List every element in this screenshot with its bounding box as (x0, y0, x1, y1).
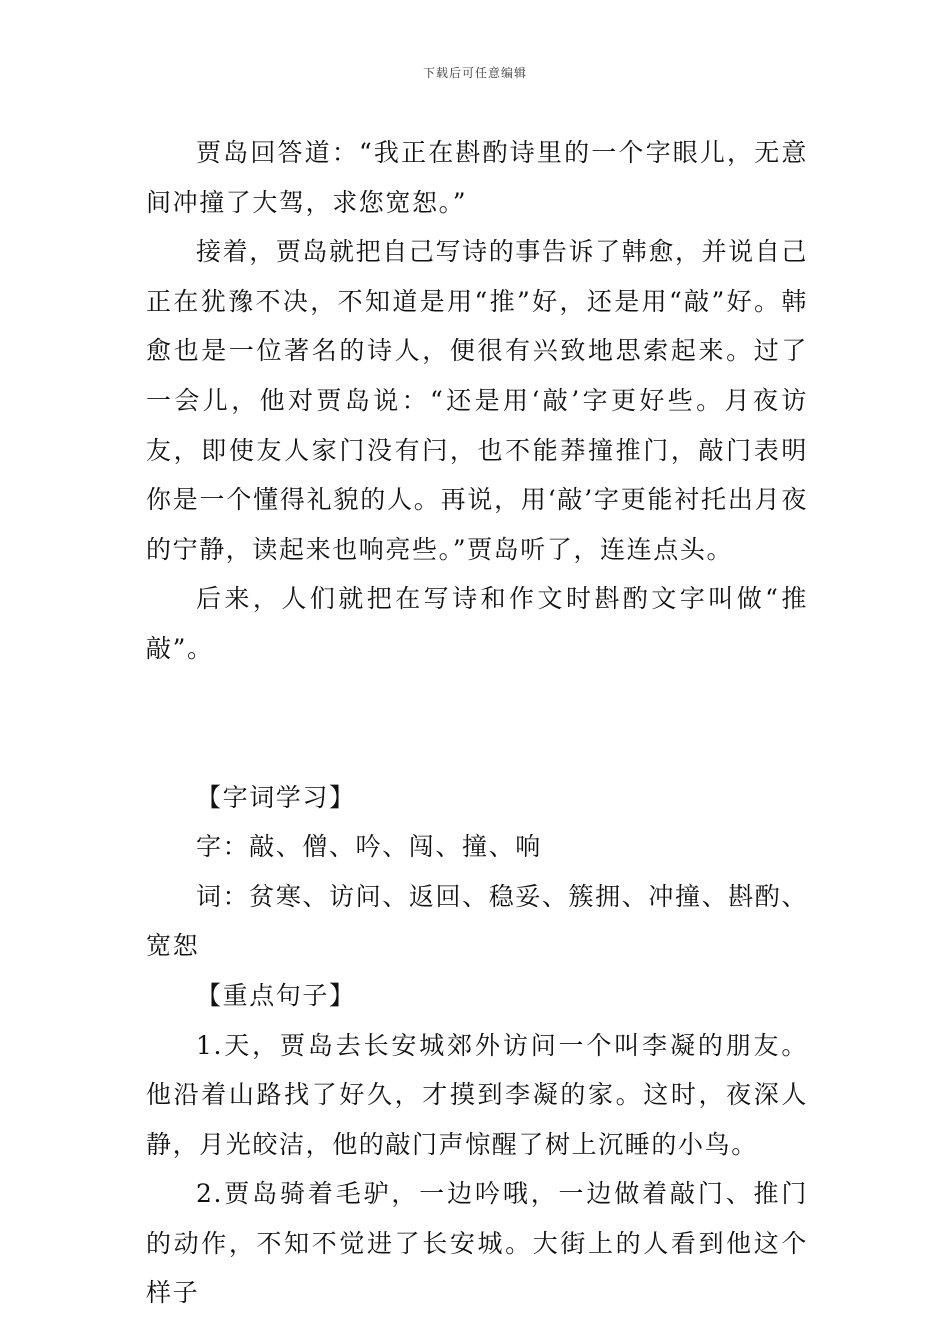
story-paragraph: 后来，人们就把在写诗和作文时斟酌文字叫做“推敲”。 (146, 584, 808, 663)
study-chars: 字：敲、僧、吟、闯、撞、响 (196, 832, 542, 862)
page-header: 下载后可任意编辑 (422, 66, 527, 80)
story-paragraph: 接着，贾岛就把自己写诗的事告诉了韩愈，并说自己正在犹豫不决，不知道是用“推”好，还是用“敲”好。韩愈也是一位著名的诗人，便很有兴致地思索起来。过了一会儿，他对贾岛说：“还是用‘敲’字更好些。月夜访友，即使友人家门没有闩，也不能莽撞推门，敲门表明你是一个懂得礼貌的人。再说，用‘敲’字更能衬托出月夜的宁静，读起来也响亮些。”贾岛听了，连连点头。 (146, 237, 808, 564)
key-sentence: 1.天，贾岛去长安城郊外访问一个叫李凝的朋友。他沿着山路找了好久，才摸到李凝的家。这时，夜深人静，月光皎洁，他的敲门声惊醒了树上沉睡的小鸟。 (146, 1030, 808, 1159)
key-sentences-title: 【重点句子】 (196, 980, 356, 1010)
document-body (146, 128, 808, 1318)
study-section-title: 【字词学习】 (196, 782, 356, 812)
study-words: 词：贫寒、访问、返回、稳妥、簇拥、冲撞、斟酌、宽恕 (146, 881, 808, 961)
section-spacer (146, 674, 808, 773)
story-paragraph: 贾岛回答道：“我正在斟酌诗里的一个字眼儿，无意间冲撞了大驾，求您宽恕。” (146, 138, 808, 217)
key-sentence: 2.贾岛骑着毛驴，一边吟哦，一边做着敲门、推门的动作，不知不觉进了长安城。大街上的人看到他这个样子 (146, 1179, 808, 1308)
